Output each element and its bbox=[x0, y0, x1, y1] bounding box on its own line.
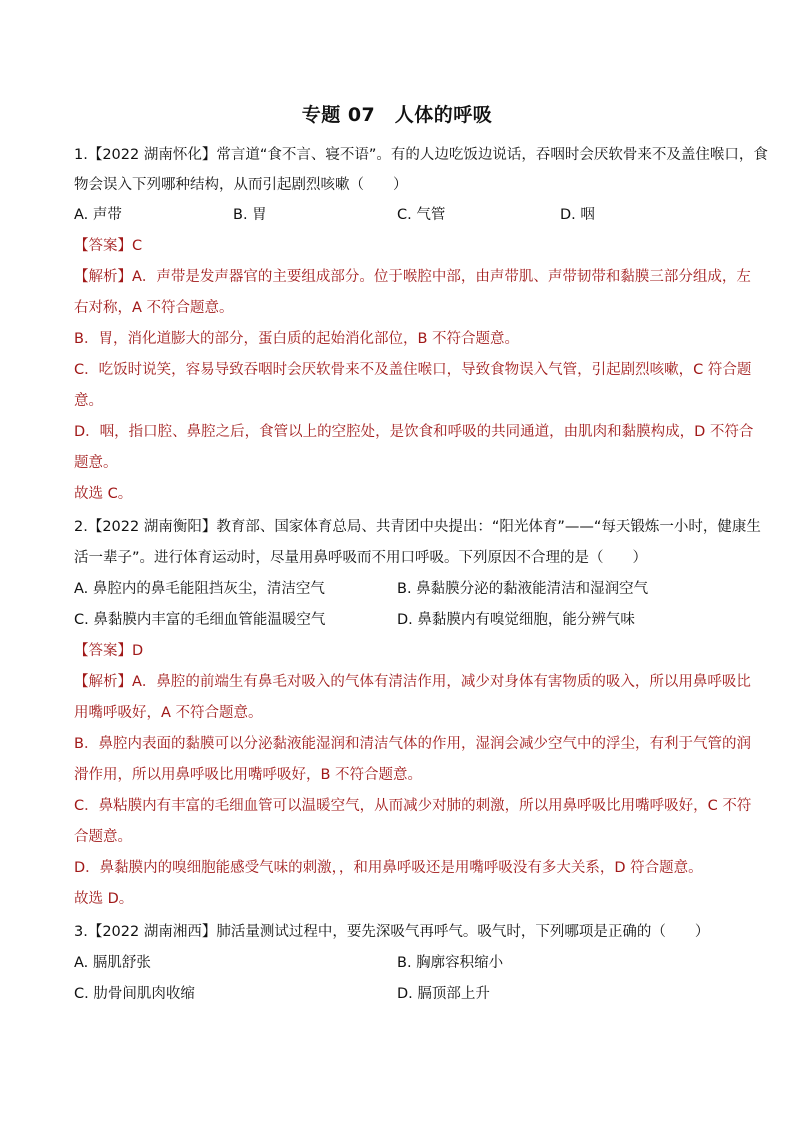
question-2-analysis-line: B．鼻腔内表面的黏膜可以分泌黏液能湿润和清洁气体的作用，湿润会减少空气中的浮尘，有利于气管的润 bbox=[74, 736, 751, 752]
question-1-analysis-line: 意。 bbox=[74, 393, 103, 409]
page-title: 专题 07 人体的呼吸 bbox=[301, 104, 493, 126]
question-1-analysis-line: 【解析】A．声带是发声器官的主要组成部分。位于喉腔中部，由声带肌、声带韧带和黏膜三部分组成，左 bbox=[74, 269, 751, 285]
question-1-stem-line-1: 1.【2022 湖南怀化】常言道“食不言、寝不语”。有的人边吃饭边说话，吞咽时会厌软骨来不及盖住喉口，食 bbox=[74, 147, 768, 163]
question-1-stem-line-2: 物会误入下列哪种结构，从而引起剧烈咳嗽（ ） bbox=[74, 177, 408, 193]
question-2-conclusion: 故选 D。 bbox=[74, 891, 134, 907]
question-2-option-c: C. 鼻黏膜内丰富的毛细血管能温暖空气 bbox=[74, 612, 326, 628]
question-1-tag: 1.【2022 湖南怀化】 bbox=[74, 147, 217, 163]
question-1-analysis-line: 题意。 bbox=[74, 455, 118, 471]
question-2-analysis-line: C．鼻粘膜内有丰富的毛细血管可以温暖空气，从而减少对肺的刺激，所以用鼻呼吸比用嘴呼吸好，C 不符 bbox=[74, 798, 752, 814]
question-2-analysis-line: 【解析】A．鼻腔的前端生有鼻毛对吸入的气体有清洁作用，减少对身体有害物质的吸入，所以用鼻呼吸比 bbox=[74, 674, 751, 690]
question-2-option-a: A. 鼻腔内的鼻毛能阻挡灰尘，清洁空气 bbox=[74, 581, 325, 597]
question-2-tag: 2.【2022 湖南衡阳】 bbox=[74, 519, 217, 535]
question-1-analysis-line: 右对称，A 不符合题意。 bbox=[74, 300, 234, 316]
question-3-option-d: D. 膈顶部上升 bbox=[397, 986, 490, 1002]
question-2-analysis-line: 用嘴呼吸好，A 不符合题意。 bbox=[74, 705, 263, 721]
question-1-option-b: B. 胃 bbox=[233, 207, 267, 223]
question-3-tag: 3.【2022 湖南湘西】 bbox=[74, 924, 217, 940]
question-2-analysis-line: 合题意。 bbox=[74, 829, 132, 845]
question-3-stem-line-1: 3.【2022 湖南湘西】肺活量测试过程中，要先深吸气再呼气。吸气时，下列哪项是正确的（ ） bbox=[74, 924, 710, 940]
question-1-analysis-line: B．胃，消化道膨大的部分，蛋白质的起始消化部位，B 不符合题意。 bbox=[74, 331, 520, 347]
question-2-option-b: B. 鼻黏膜分泌的黏液能清洁和湿润空气 bbox=[397, 581, 649, 597]
question-2-answer: 【答案】D bbox=[74, 643, 144, 659]
question-1-option-c: C. 气管 bbox=[397, 207, 446, 223]
question-2-analysis-line: 滑作用，所以用鼻呼吸比用嘴呼吸好，B 不符合题意。 bbox=[74, 767, 423, 783]
question-1-option-a: A. 声带 bbox=[74, 207, 122, 223]
question-3-option-b: B. 胸廓容积缩小 bbox=[397, 955, 504, 971]
question-1-conclusion: 故选 C。 bbox=[74, 486, 133, 502]
question-2-stem-line-2: 活一辈子”。进行体育运动时，尽量用鼻呼吸而不用口呼吸。下列原因不合理的是（ ） bbox=[74, 550, 648, 566]
question-2-stem-line-1: 2.【2022 湖南衡阳】教育部、国家体育总局、共青团中央提出：“阳光体育”——“每天锻炼一小时，健康生 bbox=[74, 519, 761, 535]
question-1-answer: 【答案】C bbox=[74, 238, 143, 254]
question-1-analysis-line: D．咽，指口腔、鼻腔之后，食管以上的空腔处，是饮食和呼吸的共同通道，由肌肉和黏膜构成，D 不符合 bbox=[74, 424, 754, 440]
question-2-option-d: D. 鼻黏膜内有嗅觉细胞，能分辨气味 bbox=[397, 612, 635, 628]
question-2-analysis-line: D．鼻黏膜内的嗅细胞能感受气味的刺激，，和用鼻呼吸还是用嘴呼吸没有多大关系，D 符合题意。 bbox=[74, 860, 703, 876]
question-1-option-d: D. 咽 bbox=[560, 207, 595, 223]
question-1-analysis-line: C．吃饭时说笑，容易导致吞咽时会厌软骨来不及盖住喉口，导致食物误入气管，引起剧烈咳嗽，C 符合题 bbox=[74, 362, 752, 378]
question-3-option-a: A. 膈肌舒张 bbox=[74, 955, 151, 971]
question-3-option-c: C. 肋骨间肌肉收缩 bbox=[74, 986, 195, 1002]
